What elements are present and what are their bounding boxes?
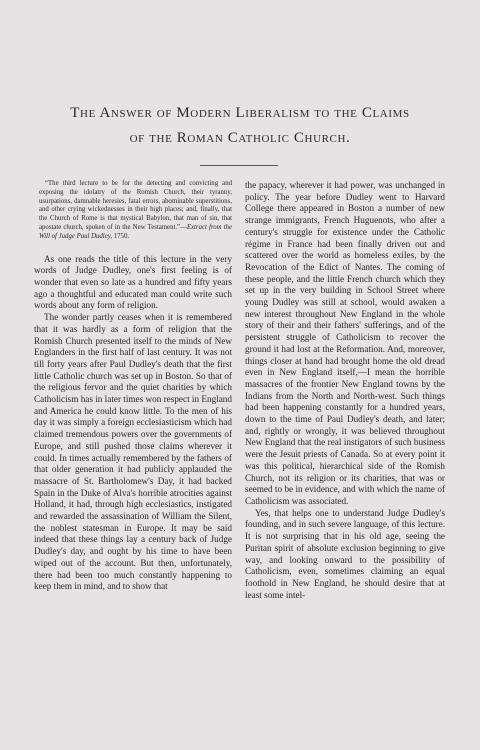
epigraph-year: 1750. xyxy=(112,232,130,240)
right-column xyxy=(245,180,445,601)
epigraph-text: “The third lecture to be for the detecting and convicting and exposing the idolatry of the Romish Church, their tyranny, usurpations, damnable heresies, fatal errors, abominable superstitions, and other crying wickednesses in their high places; and, finally, that the Church of Rome is that mystical Babylon, that man of sin, that apostate church, spoken of in the New Testament.”— xyxy=(39,180,232,231)
body-paragraph: As one reads the title of this lecture in the very words of Judge Dudley, one's first feeling is of wonder that even so late as a hundred and fifty years ago a thoughtful and educated man could write such words about any form of religion. xyxy=(34,253,232,311)
left-column xyxy=(34,180,232,593)
body-paragraph: the papacy, wherever it had power, was unchanged in policy. The year before Dudley went to Harvard College there appeared in Boston a number of new strange immigrants, French Huguenots, who after a century's struggle for existence under the Catholic régime in France had been finally driven out and scattered over the world as homeless exiles, by the Revocation of the Edict of Nantes. The coming of these people, and the little French church which they set up in the very building in School Street where young Dudley was still at school, would awaken a new interest throughout New England in the whole story of their and their fathers' sufferings, and of the persistent struggle of Catholicism to recover the ground it had lost at the Reformation. And, moreover, things closer at hand had brought home the old dread even in New England itself,—I mean the horrible massacres of the frontier New England towns by the Indians from the North and North-west. Such things had been happening constantly for a hundred years, down to the time of Paul Dudley's death, and later; and, rightly or wrongly, it was believed throughout New England that the real instigators of such business were the Jesuit priests of Canada. So at every point it was this political, hierarchical side of the Romish Church, not its religion or its charities, that was or seemed to be in evidence, and with which the name of Catholicism was associated. xyxy=(245,180,445,506)
title-divider xyxy=(200,165,278,166)
title-line-2: of the Roman Catholic Church. xyxy=(129,130,351,146)
epigraph-source: Extract from the Will of Judge Paul Dudley, xyxy=(39,223,233,240)
epigraph xyxy=(39,180,232,242)
article-title xyxy=(40,101,440,151)
title-line-1: The Answer of Modern Liberalism to the Claims xyxy=(70,105,410,121)
body-paragraph: The wonder partly ceases when it is remembered that it was hardly as a form of religion that the Romish Church presented itself to the minds of New Englanders in the first half of last century. It was not till forty years after Paul Dudley's death that the first little Catholic church was set up in Boston. So that of the religious fervor and the quiet charities by which Catholicism has in later times won respect in England and America he could know little. To the men of his day it was simply a foreign ecclesiasticism which had claimed tremendous powers over the governments of Europe, and still pushed those claims wherever it could. In times actually remembered by the fathers of that older generation it had publicly applauded the massacre of St. Bartholomew's Day, it had backed Spain in the Duke of Alva's horrible atrocities against Holland, it had, through high ecclesiastics, instigated and rewarded the assassination of William the Silent, the noblest statesman in Europe. It may be said indeed that these things lay a century back of Judge Dudley's day, and ought by his time to have been wiped out of the account. But then, unfortunately, there had been too much constantly happening to keep them in mind, and to show that xyxy=(34,312,232,592)
body-paragraph: Yes, that helps one to understand Judge Dudley's founding, and in such severe language, of this lecture. It is not surprising that in his old age, seeing the Puritan spirit of absolute exclusion beginning to give way, and looking onward to the possibility of Catholicism, even, sometimes claiming an equal foothold in New England, he should desire that at least some intel- xyxy=(245,507,445,600)
